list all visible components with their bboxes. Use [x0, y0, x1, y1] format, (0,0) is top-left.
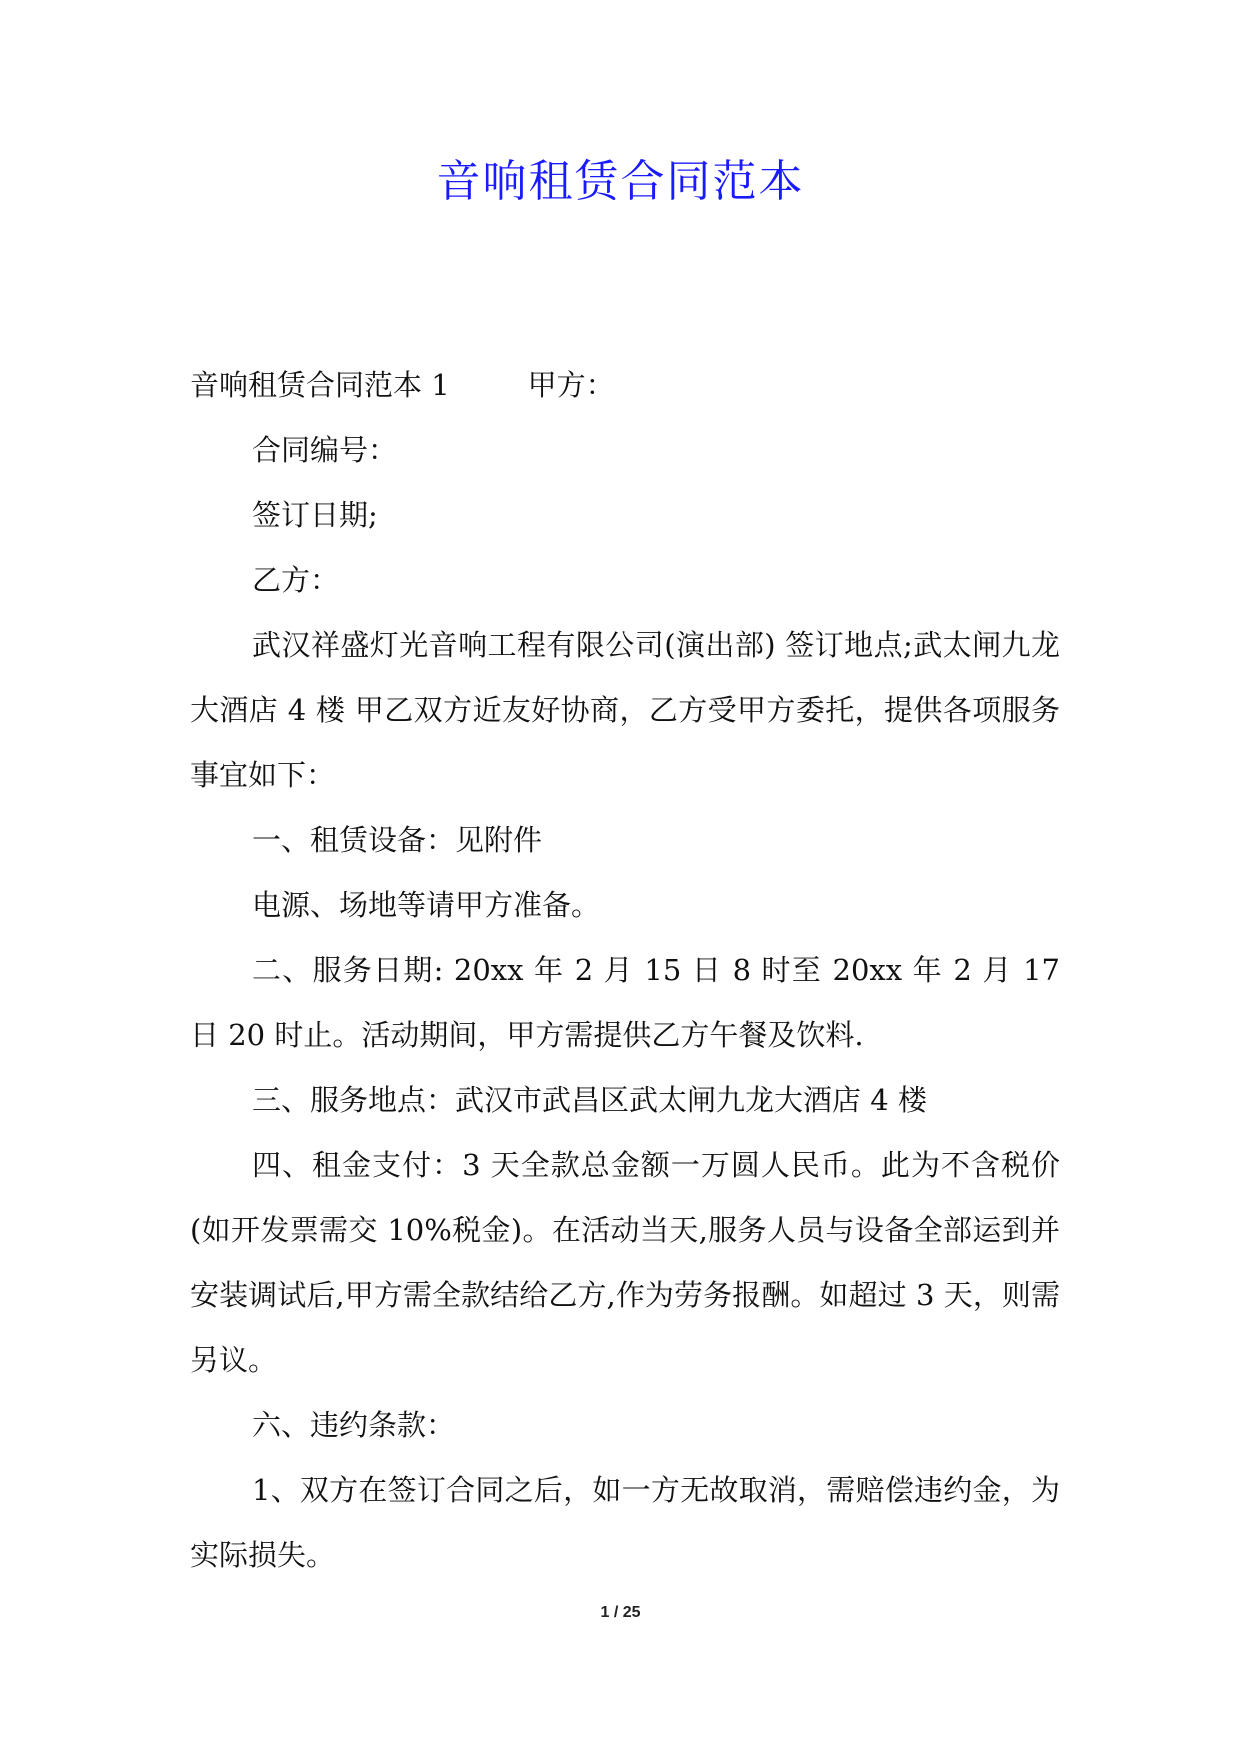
lead-label: 音响租赁合同范本 1: [190, 368, 450, 402]
party-b-line: 乙方：: [252, 563, 340, 597]
clause-breach-item-1: 1、双方在签订合同之后，如一方无故取消，需赔偿违约金，为实际损失。: [190, 1473, 1060, 1572]
document-body: [190, 353, 1060, 1588]
party-a-label: 甲方：: [527, 368, 615, 402]
clause-rent-payment: 四、租金支付：3 天全款总金额一万圆人民币。此为不含税价(如开发票需交 10%税金)。在活动当天,服务人员与设备全部运到并安装调试后,甲方需全款结给乙方,作为劳务报酬。如超过 3 天，则需另议。: [190, 1148, 1060, 1377]
document-title: 音响租赁合同范本: [436, 156, 805, 207]
clause-equipment: 一、租赁设备：见附件: [252, 823, 543, 857]
clause-breach-heading: 六、违约条款：: [252, 1408, 456, 1442]
party-b-company-paragraph: 武汉祥盛灯光音响工程有限公司(演出部) 签订地点;武太闸九龙大酒店 4 楼 甲乙双方近友好协商，乙方受甲方委托，提供各项服务事宜如下：: [190, 628, 1060, 792]
clause-power-venue: 电源、场地等请甲方准备。: [252, 888, 601, 922]
clause-service-date: 二、服务日期: 20xx 年 2 月 15 日 8 时至 20xx 年 2 月 17 日 20 时止。活动期间，甲方需提供乙方午餐及饮料.: [190, 953, 1060, 1052]
clause-service-location: 三、服务地点：武汉市武昌区武太闸九龙大酒店 4 楼: [252, 1083, 927, 1117]
signing-date-line: 签订日期;: [252, 498, 378, 532]
contract-number-line: 合同编号：: [252, 433, 398, 467]
page-indicator: 1 / 25: [600, 1604, 641, 1621]
lead-line: [190, 353, 1060, 418]
